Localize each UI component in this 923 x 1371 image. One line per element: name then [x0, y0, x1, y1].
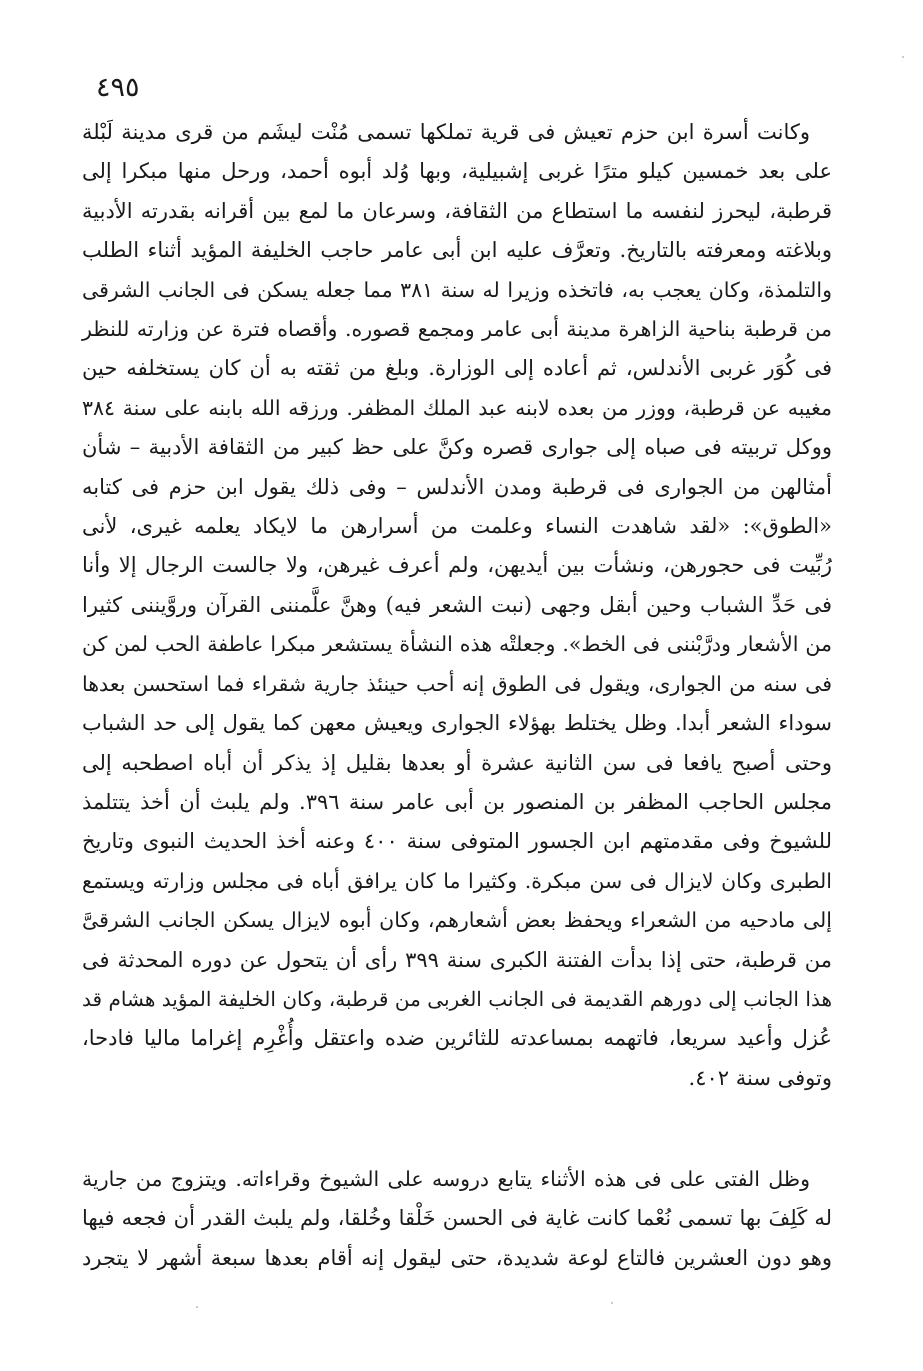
- text-line: وتوفى سنة ٤٠٢.: [688, 1065, 832, 1090]
- text-line: فى سنه من الجوارى، ويقول فى الطوق إنه أحب حينئذ جارية شقراء فما استحسن بعدها: [82, 671, 832, 696]
- text-line: على بعد خمسين كيلو مترًا غربى إشبيلية، وبها وُلد أبوه أحمد، ورحل منها مبكرا إلى: [82, 159, 832, 184]
- text-line: والتلمذة، وكان يعجب به، فاتخذه وزيرا له سنة ٣٨١ مما جعله يسكن فى الجانب الشرقى: [82, 277, 832, 302]
- text-line: إلى مادحيه من الشعراء ويحفظ بعض أشعارهم، وكان أبوه لايزال يسكن الجانب الشرقىَّ: [82, 908, 832, 933]
- text-line: ووكل تربيته فى صباه إلى جوارى قصره وكنَّ على حظ كبير من الثقافة الأدبية – شأن: [82, 435, 832, 460]
- text-line: الطبرى وكان لايزال فى سن مبكرة. وكثيرا ما كان يرافق أباه فى مجلس وزارته ويستمع: [82, 868, 832, 893]
- text-line: هذا الجانب إلى دورهم القديمة فى الجانب الغربى من قرطبة، وكان الخليفة المؤيد هشام قد: [82, 986, 832, 1011]
- text-line: وهو دون العشرين فالتاع لوعة شديدة، حتى ليقول إنه أقام بعدها سبعة أشهر لا يتجرد: [82, 1245, 832, 1270]
- text-line: أمثالهن من الجوارى فى قرطبة ومدن الأندلس – وفى ذلك يقول ابن حزم فى كتابه: [82, 474, 832, 499]
- paragraph-1: [82, 113, 832, 1098]
- text-line: من قرطبة بناحية الزاهرة مدينة أبى عامر ومجمع قصوره. وأقصاه فترة عن وزارته للنظر: [82, 317, 832, 342]
- text-line: من قرطبة، حتى إذا بدأت الفتنة الكبرى سنة ٣٩٩ رأى أن يتحول عن دوره المحدثة فى: [82, 947, 832, 972]
- paper-speck: [902, 56, 904, 58]
- text-line: للشيوخ وفى مقدمتهم ابن الجسور المتوفى سنة ٤٠٠ وعنه أخذ الحديث النبوى وتاريخ: [82, 829, 832, 854]
- text-line: وظل الفتى على فى هذه الأثناء يتابع دروسه على الشيوخ وقراءاته. ويتزوج من جارية: [82, 1167, 810, 1191]
- text-line: وحتى أصبح يافعا فى سن الثانية عشرة أو بعدها بقليل إذ يذكر أن أباه اصطحبه إلى: [82, 750, 832, 775]
- text-line: عُزل وأعيد سريعا، فاتهمه بمساعدته للثائرين ضده واعتقل وأُغْرِم إغراما ماليا فادحا،: [82, 1026, 832, 1051]
- text-line: مغيبه عن قرطبة، ووزر من بعده لابنه عبد الملك المظفر. ورزقه الله بابنه على سنة ٣٨٤: [82, 395, 832, 420]
- text-line: فى حَدِّ الشباب وحين أبقل وجهى (نبت الشعر فيه) وهنَّ علَّمننى القرآن وروَّيننى كثيرا: [82, 592, 832, 617]
- text-line: «الطوق»: «لقد شاهدت النساء وعلمت من أسرارهن ما لايكاد يعلمه غيرى، لأنى: [82, 514, 832, 539]
- text-line: رُبِّيت فى حجورهن، ونشأت بين أيديهن، ولم أعرف غيرهن، ولا جالست الرجال إلا وأنا: [82, 553, 832, 578]
- page-number: ٤٩٥: [96, 72, 140, 103]
- text-line: مجلس الحاجب المظفر بن المنصور بن أبى عامر سنة ٣٩٦. ولم يلبث أن أخذ يتتلمذ: [82, 789, 832, 814]
- text-line: له كَلِفَ بها تسمى نُعْما كانت غاية فى الحسن خَلْقا وخُلقا، ولم يلبث القدر أن فجعه فيها: [82, 1206, 832, 1231]
- paper-speck: [196, 1306, 198, 1308]
- text-line: من الأشعار ودرَّبْننى فى الخط». وجعلتْه هذه النشأة يستشعر مبكرا عاطفة الحب لمن كن: [82, 632, 832, 657]
- paper-speck: [611, 1302, 613, 1304]
- text-line: وبلاغته ومعرفته بالتاريخ. وتعرَّف عليه ابن أبى عامر حاجب الخليفة المؤيد أثناء الطلب: [82, 238, 832, 263]
- text-line: وكانت أسرة ابن حزم تعيش فى قرية تملكها تسمى مُنْت ليشَم من قرى مدينة لَبْلة: [82, 120, 810, 144]
- text-line: قرطبة، ليحرز لنفسه ما استطاع من الثقافة، وسرعان ما لمع بين أقرانه بقدرته الأدبية: [82, 198, 832, 223]
- paragraph-2: [82, 1160, 832, 1278]
- text-line: فى كُوَر غربى الأندلس، ثم أعاده إلى الوزارة. وبلغ من ثقته به أن كان يستخلفه حين: [82, 356, 832, 381]
- text-line: سوداء الشعر أبدا. وظل يختلط بهؤلاء الجوارى ويعيش معهن كما يقول إلى حد الشباب: [82, 711, 832, 736]
